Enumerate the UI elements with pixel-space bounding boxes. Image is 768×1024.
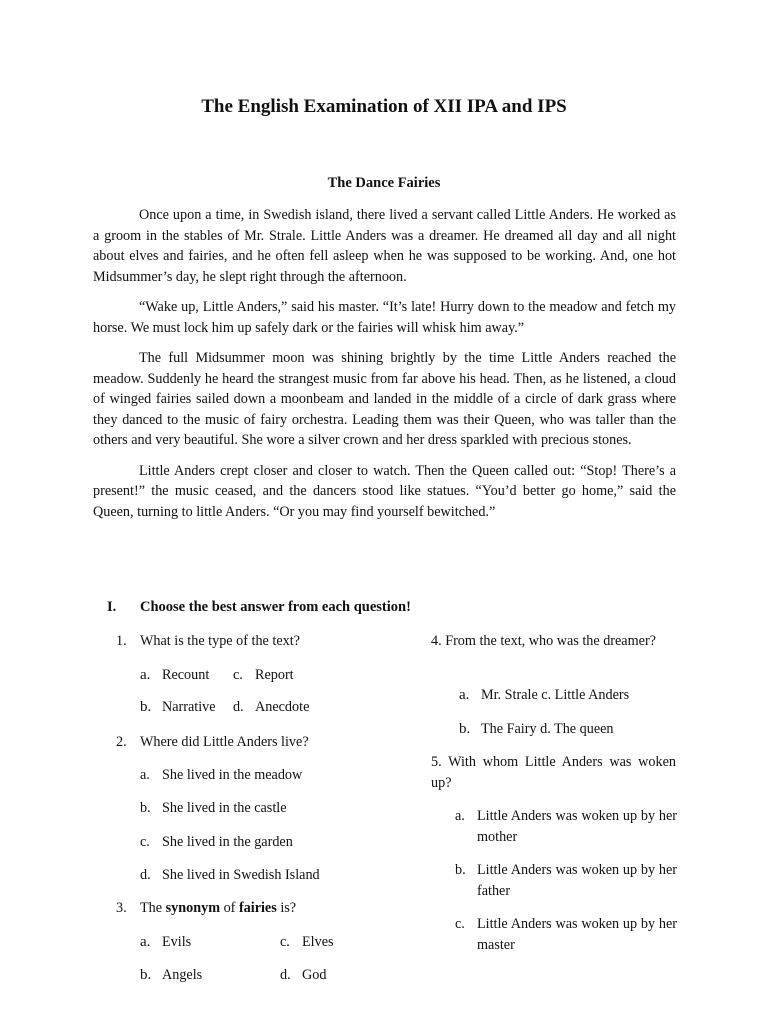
question-number: 3.: [116, 900, 127, 916]
q1-option-d: d. Anecdote: [233, 699, 310, 715]
story-text: [93, 205, 676, 532]
q2-option-b: b. She lived in the castle: [140, 800, 287, 816]
question-number: 1.: [116, 633, 127, 649]
q4-option-a: a. Mr. Strale c. Little Anders: [459, 687, 630, 703]
exam-title: The English Examination of XII IPA and IPS: [201, 96, 567, 117]
q1-option-c: c. Report: [233, 667, 294, 683]
question-4: 4. From the text, who was the dreamer?: [431, 633, 656, 649]
q1-option-a: a. Recount: [140, 667, 210, 683]
question-text: What is the type of the text?: [140, 633, 300, 649]
q3-option-b: b. Angels: [140, 967, 203, 983]
q3-option-d: d. God: [280, 967, 327, 983]
question-text: Where did Little Anders live?: [140, 734, 309, 750]
story-paragraph: Once upon a time, in Swedish island, there lived a servant called Little Anders. He worked as a groom in the stables of Mr. Strale. Little Anders was a dreamer. He dreamed all day and all night about elves and fairies, and he often fell asleep when he was supposed to be working. And, one hot Midsummer’s day, he slept right through the afternoon.: [93, 207, 676, 285]
q2-option-c: c. She lived in the garden: [140, 834, 293, 850]
question-5: 5. With whom Little Anders was woken up?: [431, 754, 676, 791]
story-title: The Dance Fairies: [327, 175, 441, 191]
q2-option-a: a. She lived in the meadow: [140, 767, 303, 783]
q1-option-b: b. Narrative: [140, 699, 216, 715]
question-text: The synonym of fairies is?: [140, 900, 297, 916]
section-instruction: Choose the best answer from each question!: [140, 599, 411, 615]
q3-option-a: a. Evils: [140, 934, 192, 950]
story-paragraph: The full Midsummer moon was shining brightly by the time Little Anders reached the meadow. Suddenly he heard the strangest music from far above his head. Then, as he listened, a cloud of winged fairies sailed down a moonbeam and landed in the middle of a circle of dark grass where they danced to the music of fairy orchestra. Leading them was their Queen, who was taller than the others and very beautiful. She wore a silver crown and her dress sparkled with precious stones.: [93, 350, 676, 448]
story-paragraph: Little Anders crept closer and closer to watch. Then the Queen called out: “Stop! There’s a present!” the music ceased, and the dancers stood like statues. “You’d better go home,” said the Queen, turning to little Anders. “Or you may find yourself bewitched.”: [93, 462, 676, 520]
story-paragraph: “Wake up, Little Anders,” said his master. “It’s late! Hurry down to the meadow and fetch my horse. We must lock him up safely dark or the fairies will whisk him away.”: [93, 299, 676, 336]
q4-option-b: b. The Fairy d. The queen: [459, 721, 614, 737]
q3-option-c: c. Elves: [280, 934, 334, 950]
q2-option-d: d. She lived in Swedish Island: [140, 867, 320, 883]
section-number: I.: [107, 599, 117, 615]
question-number: 2.: [116, 734, 127, 750]
